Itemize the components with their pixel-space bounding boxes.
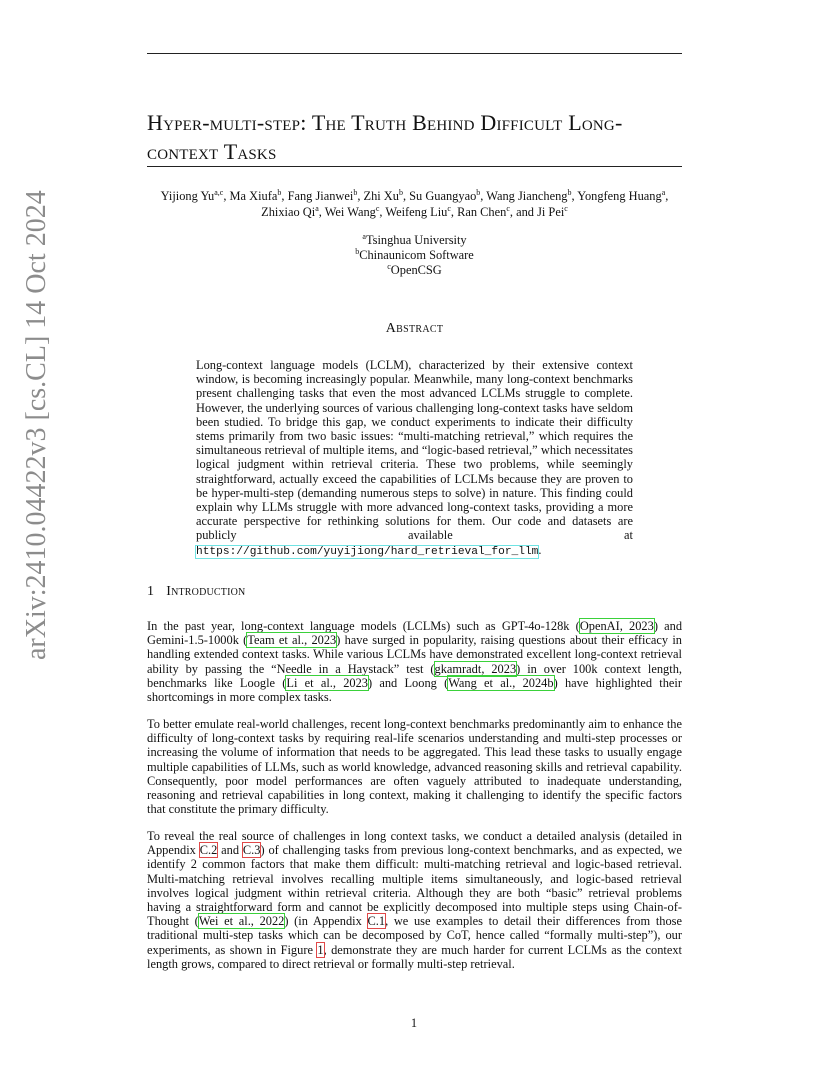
text: To reveal the real source of challenges in long context tasks, we conduct a detailed analysis (detailed in Appendix [147, 829, 682, 858]
code-url-link[interactable]: https://github.com/yuyijiong/hard_retrieval_for_llm [196, 545, 539, 558]
author-name: , Wei Wang [318, 205, 376, 219]
section-heading [147, 584, 245, 600]
title-rule [147, 166, 682, 167]
appendix-link[interactable]: C.3 [242, 843, 261, 858]
paper-title: Hyper-multi-step: The Truth Behind Difficult Long-context Tasks [147, 110, 623, 164]
author-affil-mark: c [375, 203, 380, 213]
appendix-link[interactable]: C.2 [199, 843, 218, 858]
author-affil-mark: c [447, 203, 451, 213]
abstract-text: Long-context language models (LCLM), characterized by their extensive context window, is becoming increasingly popular. Meanwhile, many long-context benchmarks present challenging tasks that even the most advanced LCLMs struggle to complete. However, the underlying sources of various challenging long-context tasks have seldom been studied. To bridge this gap, we conduct experiments to indicate their difficulty stems primarily from two basic issues: “multi-matching retrieval,” which requires the simultaneous retrieval of multiple items, and “logic-based retrieval,” which necessitates logical judgment within retrieval criteria. These two problems, while seemingly straightforward, actually exceed the capabilities of LCLMs because they are proven to be hyper-multi-step (demanding numerous steps to solve) in nature. This finding could explain why LLMs struggle with more advanced long-context tasks, providing a more accurate perspective for rethinking solutions for them. Our code and datasets are publicly available at [196, 358, 633, 543]
top-rule [147, 53, 682, 54]
abstract-body [196, 358, 633, 559]
author-name: Yijiong Yu [160, 189, 215, 203]
text: ) (in Appendix [284, 914, 368, 929]
author-affil-mark: b [476, 187, 481, 197]
citation-link[interactable]: Wang et al., 2024b [448, 675, 554, 690]
citation-link[interactable]: Team et al., 2023 [247, 633, 337, 648]
author-affil-mark: b [567, 187, 572, 197]
author-name: , Ma Xiufa [223, 189, 278, 203]
abstract-end: . [538, 542, 542, 557]
citation-link[interactable]: Li et al., 2023 [286, 675, 368, 690]
affiliation-line [147, 263, 682, 278]
abstract-heading: Abstract [385, 321, 444, 336]
citation-link[interactable]: gkamradt, 2023 [434, 661, 517, 676]
author-list [147, 188, 682, 220]
text: , demonstrate they are much harder for current LCLMs as the context length grows, compared to direct retrieval or formally multi-step retrieval. [147, 942, 683, 971]
intro-paragraph-2: To better emulate real-world challenges, recent long-context benchmarks predominantly aim to enhance the difficulty of long-context tasks by requiring real-life scenarios understanding and multi-step processes or increasing the volume of information that needs to be aggregated. This lead these tasks to usually engage multiple capabilities of LLMs, such as world knowledge, advanced reasoning skills and retrieval capability. Consequently, poor model performances are often vaguely attributed to inadequate understanding, reasoning and retrieval capabilities in long context, making it challenging to identify the specific factors that constitute the primary difficulty. [147, 717, 682, 817]
affiliations [147, 233, 682, 278]
text: In the past year, long-context language models (LCLMs) such as GPT-4o-128k ( [147, 619, 580, 633]
text: ) and Gemini-1.5-1000k ( [147, 619, 683, 648]
citation-link[interactable]: OpenAI, 2023 [579, 619, 654, 633]
affil-mark: a [362, 231, 366, 241]
text: ) of challenging tasks from previous long-context benchmarks, and as expected, we identify 2 common factors that make them difficult: multi-matching retrieval and logic-based retrieval. Multi-matching retrieval involves recalling multiple items simultaneously, and logic-based retrieval involves logical judgment within retrieval criteria. Although they are both “basic” retrieval problems having a straightforward form and cannot be explicitly decomposed into multiple steps using Chain-of-Thought ( [147, 843, 683, 929]
arxiv-stamp: arXiv:2410.04422v3 [cs.CL] 14 Oct 2024 [21, 190, 52, 660]
intro-paragraph-3 [147, 829, 682, 971]
affil-mark: b [355, 246, 360, 256]
author-name: , and Ji Pei [509, 205, 565, 219]
author-name: , Zhixiao Qi [261, 189, 669, 219]
affil-name: Chinaunicom Software [359, 248, 474, 262]
text: ) have highlighted their shortcomings in more complex tasks. [147, 675, 682, 705]
page-number: 1 [410, 1016, 418, 1030]
text: , we use examples to detail their differences from those traditional multi-step tasks which can be decomposed by CoT, hence called “formally multi-step”), our experiments, as shown in Figure [147, 914, 682, 957]
affil-name: Tsinghua University [365, 233, 467, 247]
author-name: , Weifeng Liu [379, 205, 448, 219]
author-affil-mark: a [661, 187, 666, 197]
text: ) in over 100k context length, benchmarks like Loogle ( [147, 661, 682, 690]
text: ) and Loong ( [367, 675, 449, 690]
author-name: , Fang Jianwei [281, 189, 354, 203]
author-affil-mark: b [398, 187, 403, 197]
affil-mark: c [387, 261, 391, 271]
text: ) have surged in popularity, raising questions about their efficacy in handling extended context tasks. While various LCLMs have demonstrated excellent long-context retrieval ability by passing the “Needle in a Haystack” test ( [147, 633, 683, 676]
affil-name: OpenCSG [390, 263, 442, 277]
author-affil-mark: a,c [214, 187, 224, 197]
author-name: , Su Guangyao [402, 189, 477, 203]
author-affil-mark: b [353, 187, 358, 197]
author-name: , Yongfeng Huang [571, 189, 662, 203]
author-affil-mark: c [564, 203, 568, 213]
author-name: , Ran Chen [450, 205, 507, 219]
text: and [217, 843, 243, 858]
citation-link[interactable]: Wei et al., 2022 [198, 914, 285, 929]
author-affil-mark: c [506, 203, 510, 213]
appendix-link[interactable]: C.1 [367, 914, 386, 929]
section-title: Introduction [166, 584, 246, 599]
affiliation-line [147, 233, 682, 248]
figure-link[interactable]: 1 [317, 942, 324, 957]
affiliation-line [147, 248, 682, 263]
section-number: 1 [147, 584, 155, 599]
author-affil-mark: b [277, 187, 282, 197]
intro-paragraph-1 [147, 619, 682, 704]
author-name: , Zhi Xu [357, 189, 399, 203]
author-name: , Wang Jiancheng [480, 189, 568, 203]
author-affil-mark: a [315, 203, 319, 213]
